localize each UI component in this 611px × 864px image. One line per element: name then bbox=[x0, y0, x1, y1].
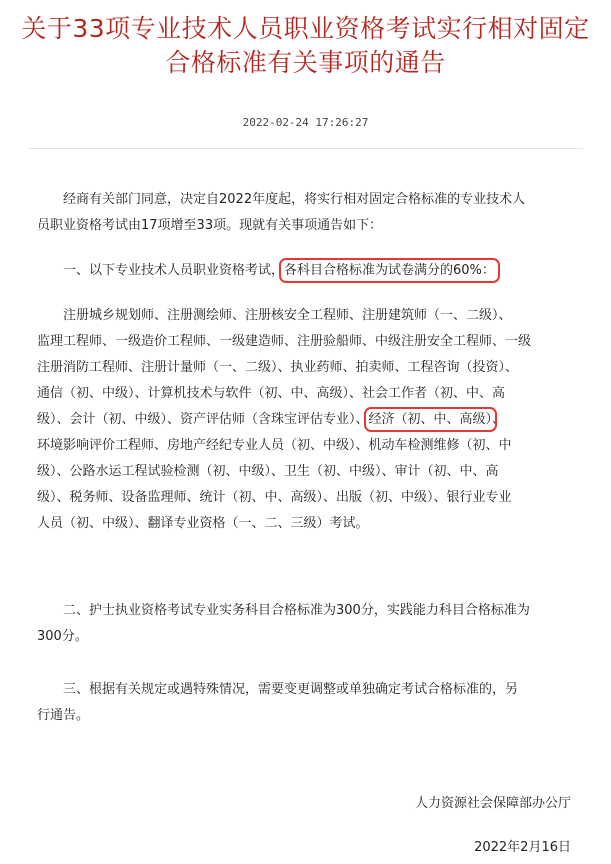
exam-list-line-5a: 级）、会计（初、中级）、资产评估师（含珠宝评估专业）、 bbox=[37, 412, 369, 427]
exam-list-line-8: 级）、税务师、设备监理师、统计（初、中、高级）、出版（初、中级）、银行业专业 bbox=[37, 490, 512, 505]
exam-list-line-1: 注册城乡规划师、注册测绘师、注册核安全工程师、注册建筑师（一、二级）、 bbox=[63, 308, 512, 323]
publish-timestamp: 2022-02-24 17:26:27 bbox=[242, 116, 369, 129]
item-2-line-1: 二、护士执业资格考试专业实务科目合格标准为300分，实践能力科目合格标准为 bbox=[63, 603, 530, 618]
exam-list-line-3: 注册消防工程师、注册计量师（一、二级）、执业药师、拍卖师、工程咨询（投资）、 bbox=[37, 360, 519, 375]
item-2-line-2: 300分。 bbox=[37, 629, 88, 644]
exam-list-line-5c: 、 bbox=[492, 412, 506, 427]
issue-date: 2022年2月16日 bbox=[474, 840, 571, 855]
item-1-prefix: 一、以下专业技术人员职业资格考试， bbox=[63, 263, 285, 278]
item-3-paragraph bbox=[37, 677, 577, 729]
intro-line-2: 员职业资格考试由17项增至33项。现就有关事项通告如下： bbox=[37, 218, 383, 233]
intro-line-1: 经商有关部门同意，决定自2022年度起，将实行相对固定合格标准的专业技术人 bbox=[63, 192, 526, 207]
exam-list-line-7: 级）、公路水运工程试验检测（初、中级）、卫生（初、中级）、审计（初、中、高 bbox=[37, 464, 499, 479]
title-line-2: 合格标准有关事项的通告 bbox=[165, 48, 446, 77]
title-line-1: 关于33项专业技术人员职业资格考试实行相对固定 bbox=[21, 14, 590, 43]
highlight-pass-standard: 各科目合格标准为试卷满分的60%： bbox=[284, 263, 495, 278]
exam-list-line-6: 环境影响评价工程师、房地产经纪专业人员（初、中级）、机动车检测维修（初、中 bbox=[37, 438, 512, 453]
exam-list-line-4: 通信（初、中级）、计算机技术与软件（初、中、高级）、社会工作者（初、中、高 bbox=[37, 386, 506, 401]
intro-paragraph bbox=[37, 187, 577, 239]
exam-list-line-2: 监理工程师、一级造价工程师、一级建造师、注册验船师、中级注册安全工程师、一级 bbox=[37, 334, 532, 349]
header-divider bbox=[28, 148, 583, 149]
exam-list-line-9: 人员（初、中级）、翻译专业资格（一、二、三级）考试。 bbox=[37, 516, 369, 531]
exam-list-paragraph bbox=[37, 303, 577, 537]
highlight-economics: 经济（初、中、高级） bbox=[368, 412, 493, 427]
item-3-line-2: 行通告。 bbox=[37, 708, 90, 723]
notice-title bbox=[0, 12, 611, 80]
item-1-paragraph bbox=[37, 258, 577, 284]
item-2-paragraph bbox=[37, 598, 577, 650]
item-3-line-1: 三、根据有关规定或遇特殊情况，需要变更调整或单独确定考试合格标准的，另 bbox=[63, 682, 519, 697]
issuing-authority: 人力资源社会保障部办公厅 bbox=[414, 796, 571, 811]
